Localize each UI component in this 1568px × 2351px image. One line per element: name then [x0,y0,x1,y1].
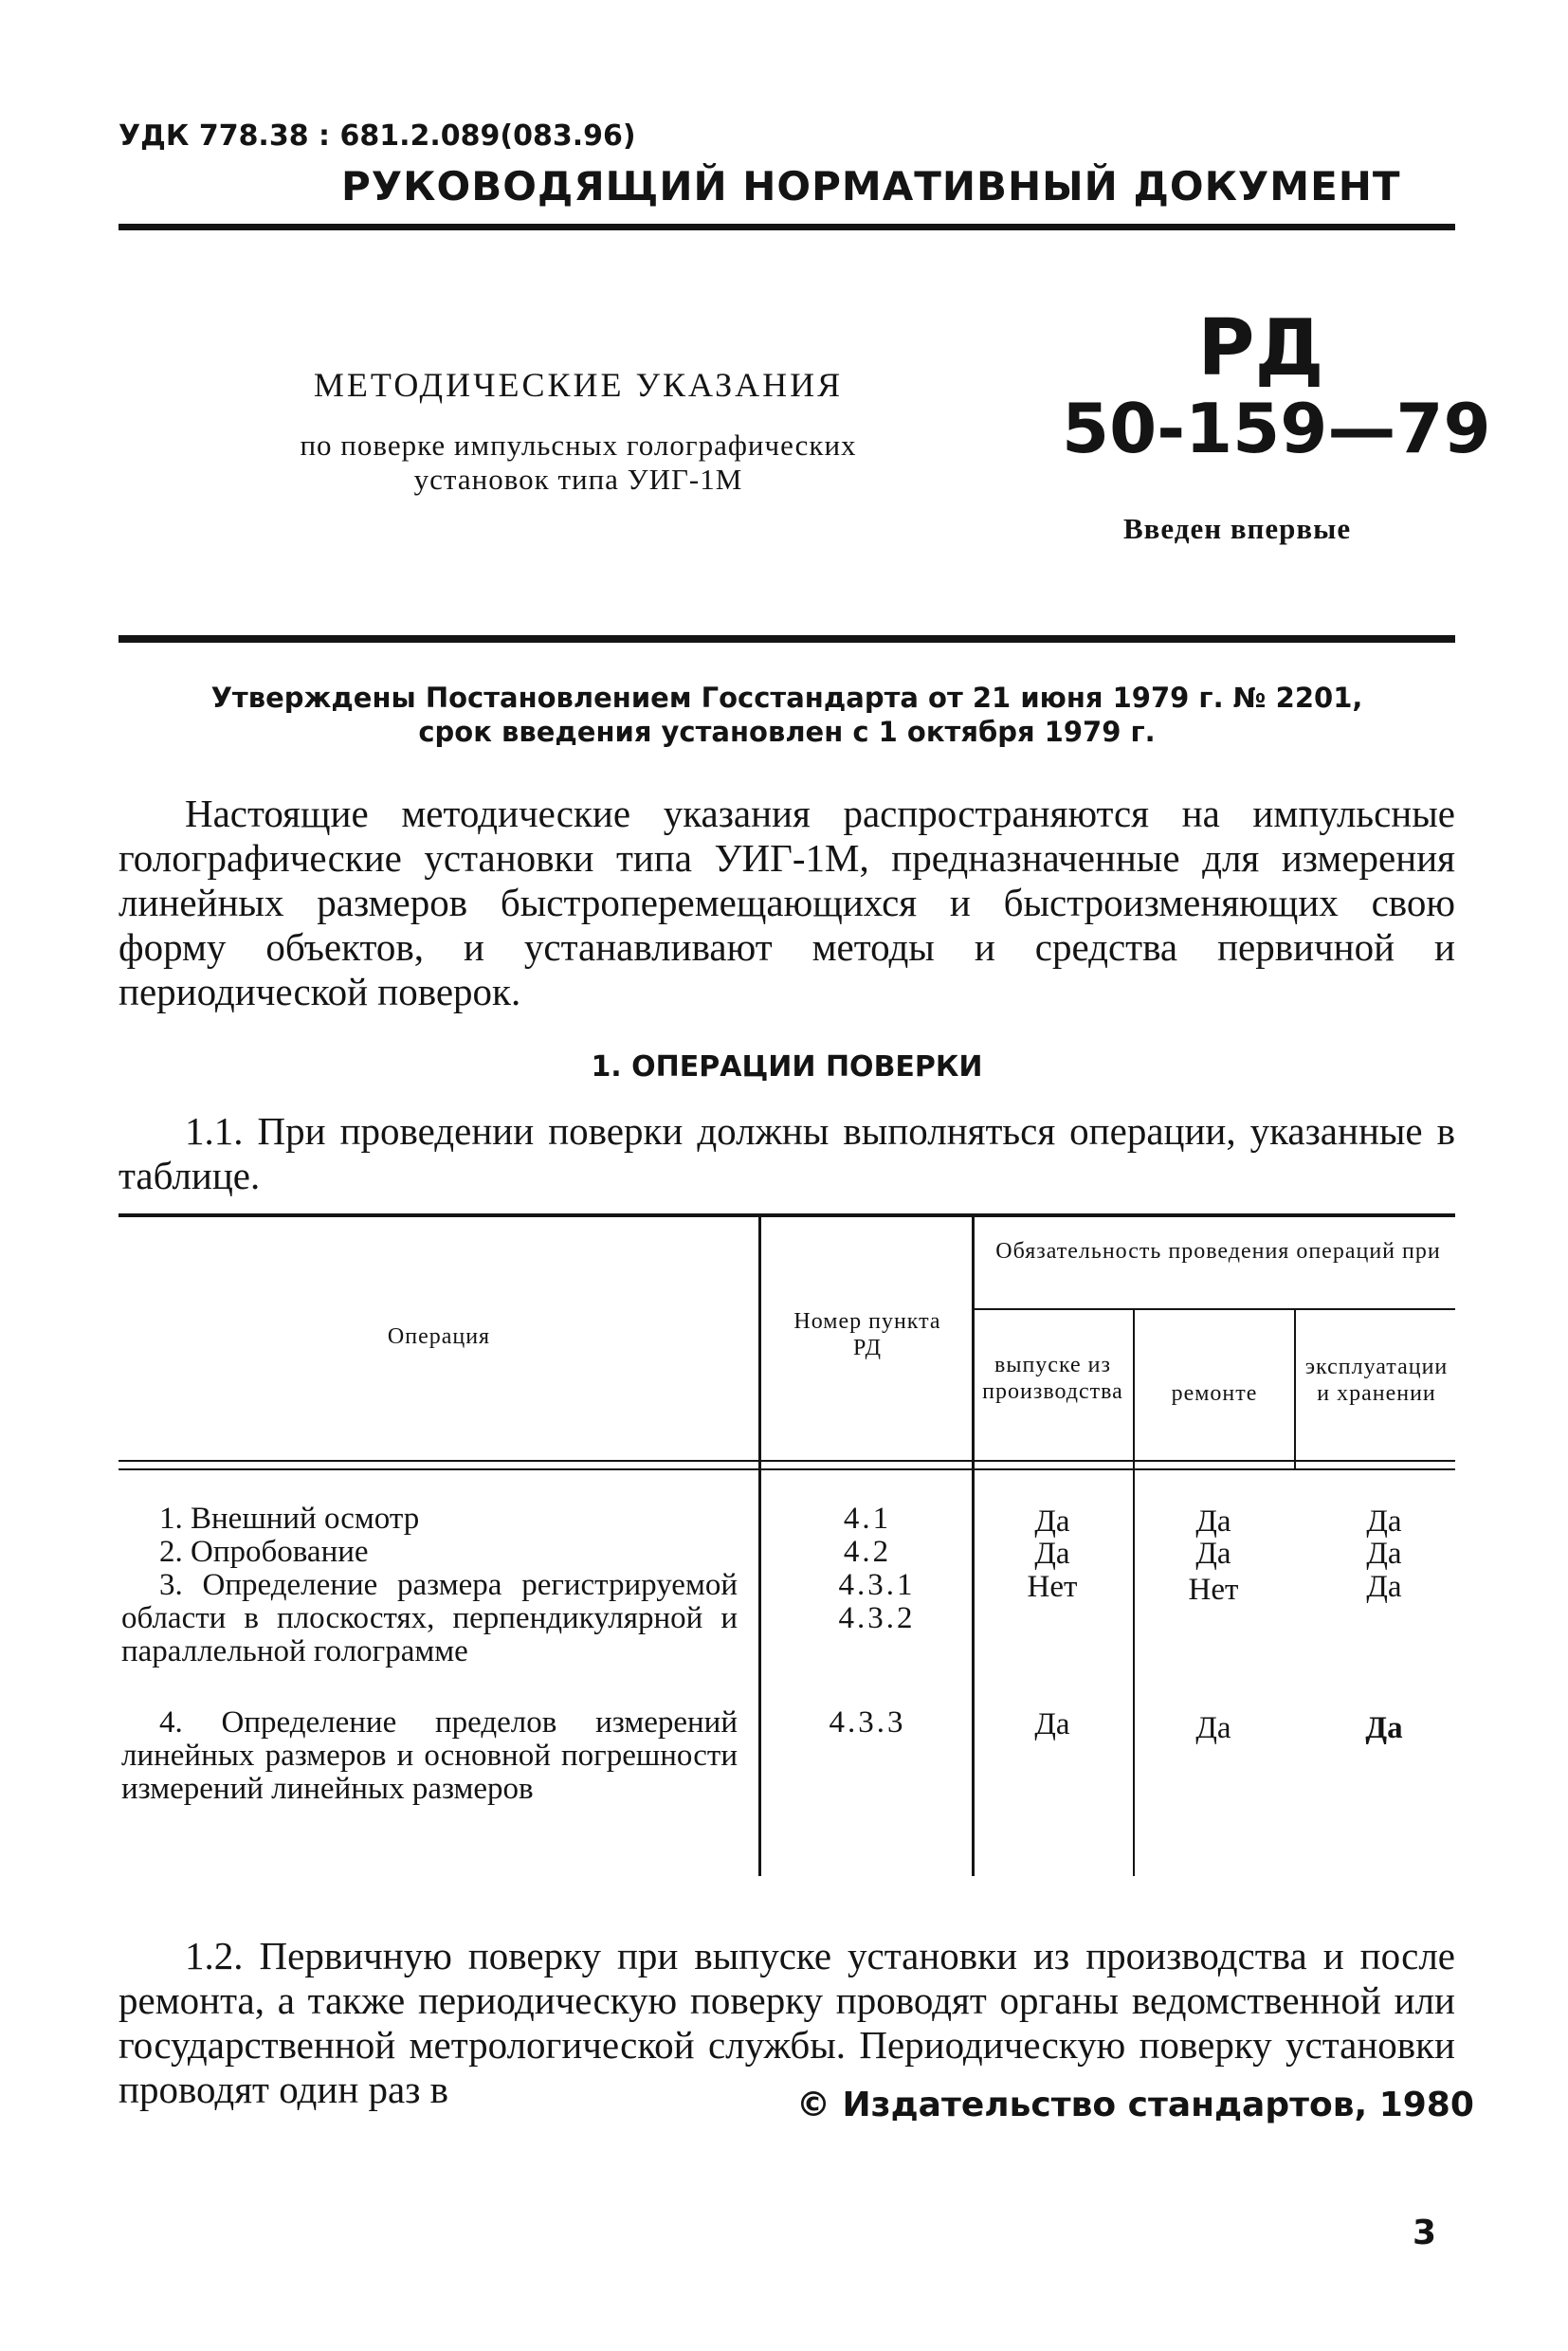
paragraph-1-2: 1.2. Первичную поверку при выпуске установки из производства и после ремонта, а также периодическую поверку проводят органы ведомственной или государственной метрологической службы. Периодическую поверку установки проводят один раз в [119,1934,1455,2111]
header-divider [119,224,1455,230]
introduced-note: Введен впервые [1123,512,1352,545]
section-heading: 1. ОПЕРАЦИИ ПОВЕРКИ [591,1050,983,1084]
table-header-rule-2 [119,1468,1455,1470]
document-type-heading: РУКОВОДЯЩИЙ НОРМАТИВНЫЙ ДОКУМЕНТ [341,163,1401,210]
table-cell-repair: Да [1195,1537,1231,1571]
table-cell-repair: Да [1195,1504,1231,1539]
header-operation: Операция [387,1324,491,1349]
document-code-number: 50-159—79 [1062,389,1491,468]
table-cell-operation: 2. Опробование [159,1535,369,1569]
approval-line-1: Утверждены Постановлением Госстандарта от 21 июня 1979 г. № 2201, [210,682,1363,714]
table-cell-release: Да [1034,1537,1070,1571]
header-operation-storage: эксплуатации и хранении [1304,1355,1449,1406]
table-top-rule [119,1213,1455,1217]
header-repair: ремонте [1171,1381,1258,1406]
subtitle-line-1: по поверке импульсных голографических [300,428,857,462]
table-cell-rd: 4.1 [843,1502,892,1536]
table-cell-release: Нет [1027,1570,1078,1604]
approval-line-2: срок введения установлен с 1 октября 1979 г. [418,716,1156,748]
document-code-prefix: РД [1197,303,1324,393]
table-cell-rd: 4.3.3 [829,1705,906,1740]
table-col-divider-4 [1294,1308,1296,1469]
intro-paragraph: Настоящие методические указания распространяются на импульсные голографические установки типа УИГ-1М, предназначенные для измерения линейных размеров быстроперемещающихся и быстроизменяющих свою форму объектов, и устанавливают методы и средства первичной и периодической поверок. [119,792,1455,1013]
table-cell-release: Да [1034,1504,1070,1539]
table-cell-use: Да [1366,1504,1402,1539]
title-divider [119,635,1455,643]
table-cell-operation: 1. Внешний осмотр [159,1502,420,1536]
table-cell-use: Да [1365,1711,1403,1745]
paragraph-1-1: 1.1. При проведении поверки должны выполняться операции, указанные в таблице. [119,1109,1455,1197]
table-header-rule-1 [119,1460,1455,1462]
table-cell-repair: Да [1195,1711,1231,1745]
table-cell-rd: 4.2 [843,1535,892,1569]
approval-statement [119,681,1455,749]
table-cell-use: Да [1366,1537,1402,1571]
document-title: МЕТОДИЧЕСКИЕ УКАЗАНИЯ [313,366,844,404]
page-number: 3 [1413,2214,1437,2252]
table-cell-use: Да [1366,1570,1402,1604]
table-cell-release: Да [1034,1707,1070,1741]
document-subtitle [190,428,967,497]
header-obligation: Обязательность проведения операций при [995,1239,1441,1264]
table-cell-repair: Нет [1188,1573,1239,1607]
table-cell-operation: 4. Определение пределов измерений линейных размеров и основной погрешности измерений линейных размеров [121,1705,738,1806]
table-subheader-rule [972,1308,1455,1310]
table-cell-operation: 3. Определение размера регистрируемой области в плоскостях, перпендикулярной и параллельной голограмме [121,1568,738,1668]
table-cell-rd: 4.3.1 4.3.2 [838,1568,916,1635]
header-release: выпуске из производства [982,1353,1123,1404]
subtitle-line-2: установок типа УИГ-1М [413,463,743,496]
header-rd-number: Номер пункта РД [793,1309,941,1360]
copyright-notice: © Издательство стандартов, 1980 [796,2086,1474,2124]
udk-code: УДК 778.38 : 681.2.089(083.96) [119,119,636,153]
